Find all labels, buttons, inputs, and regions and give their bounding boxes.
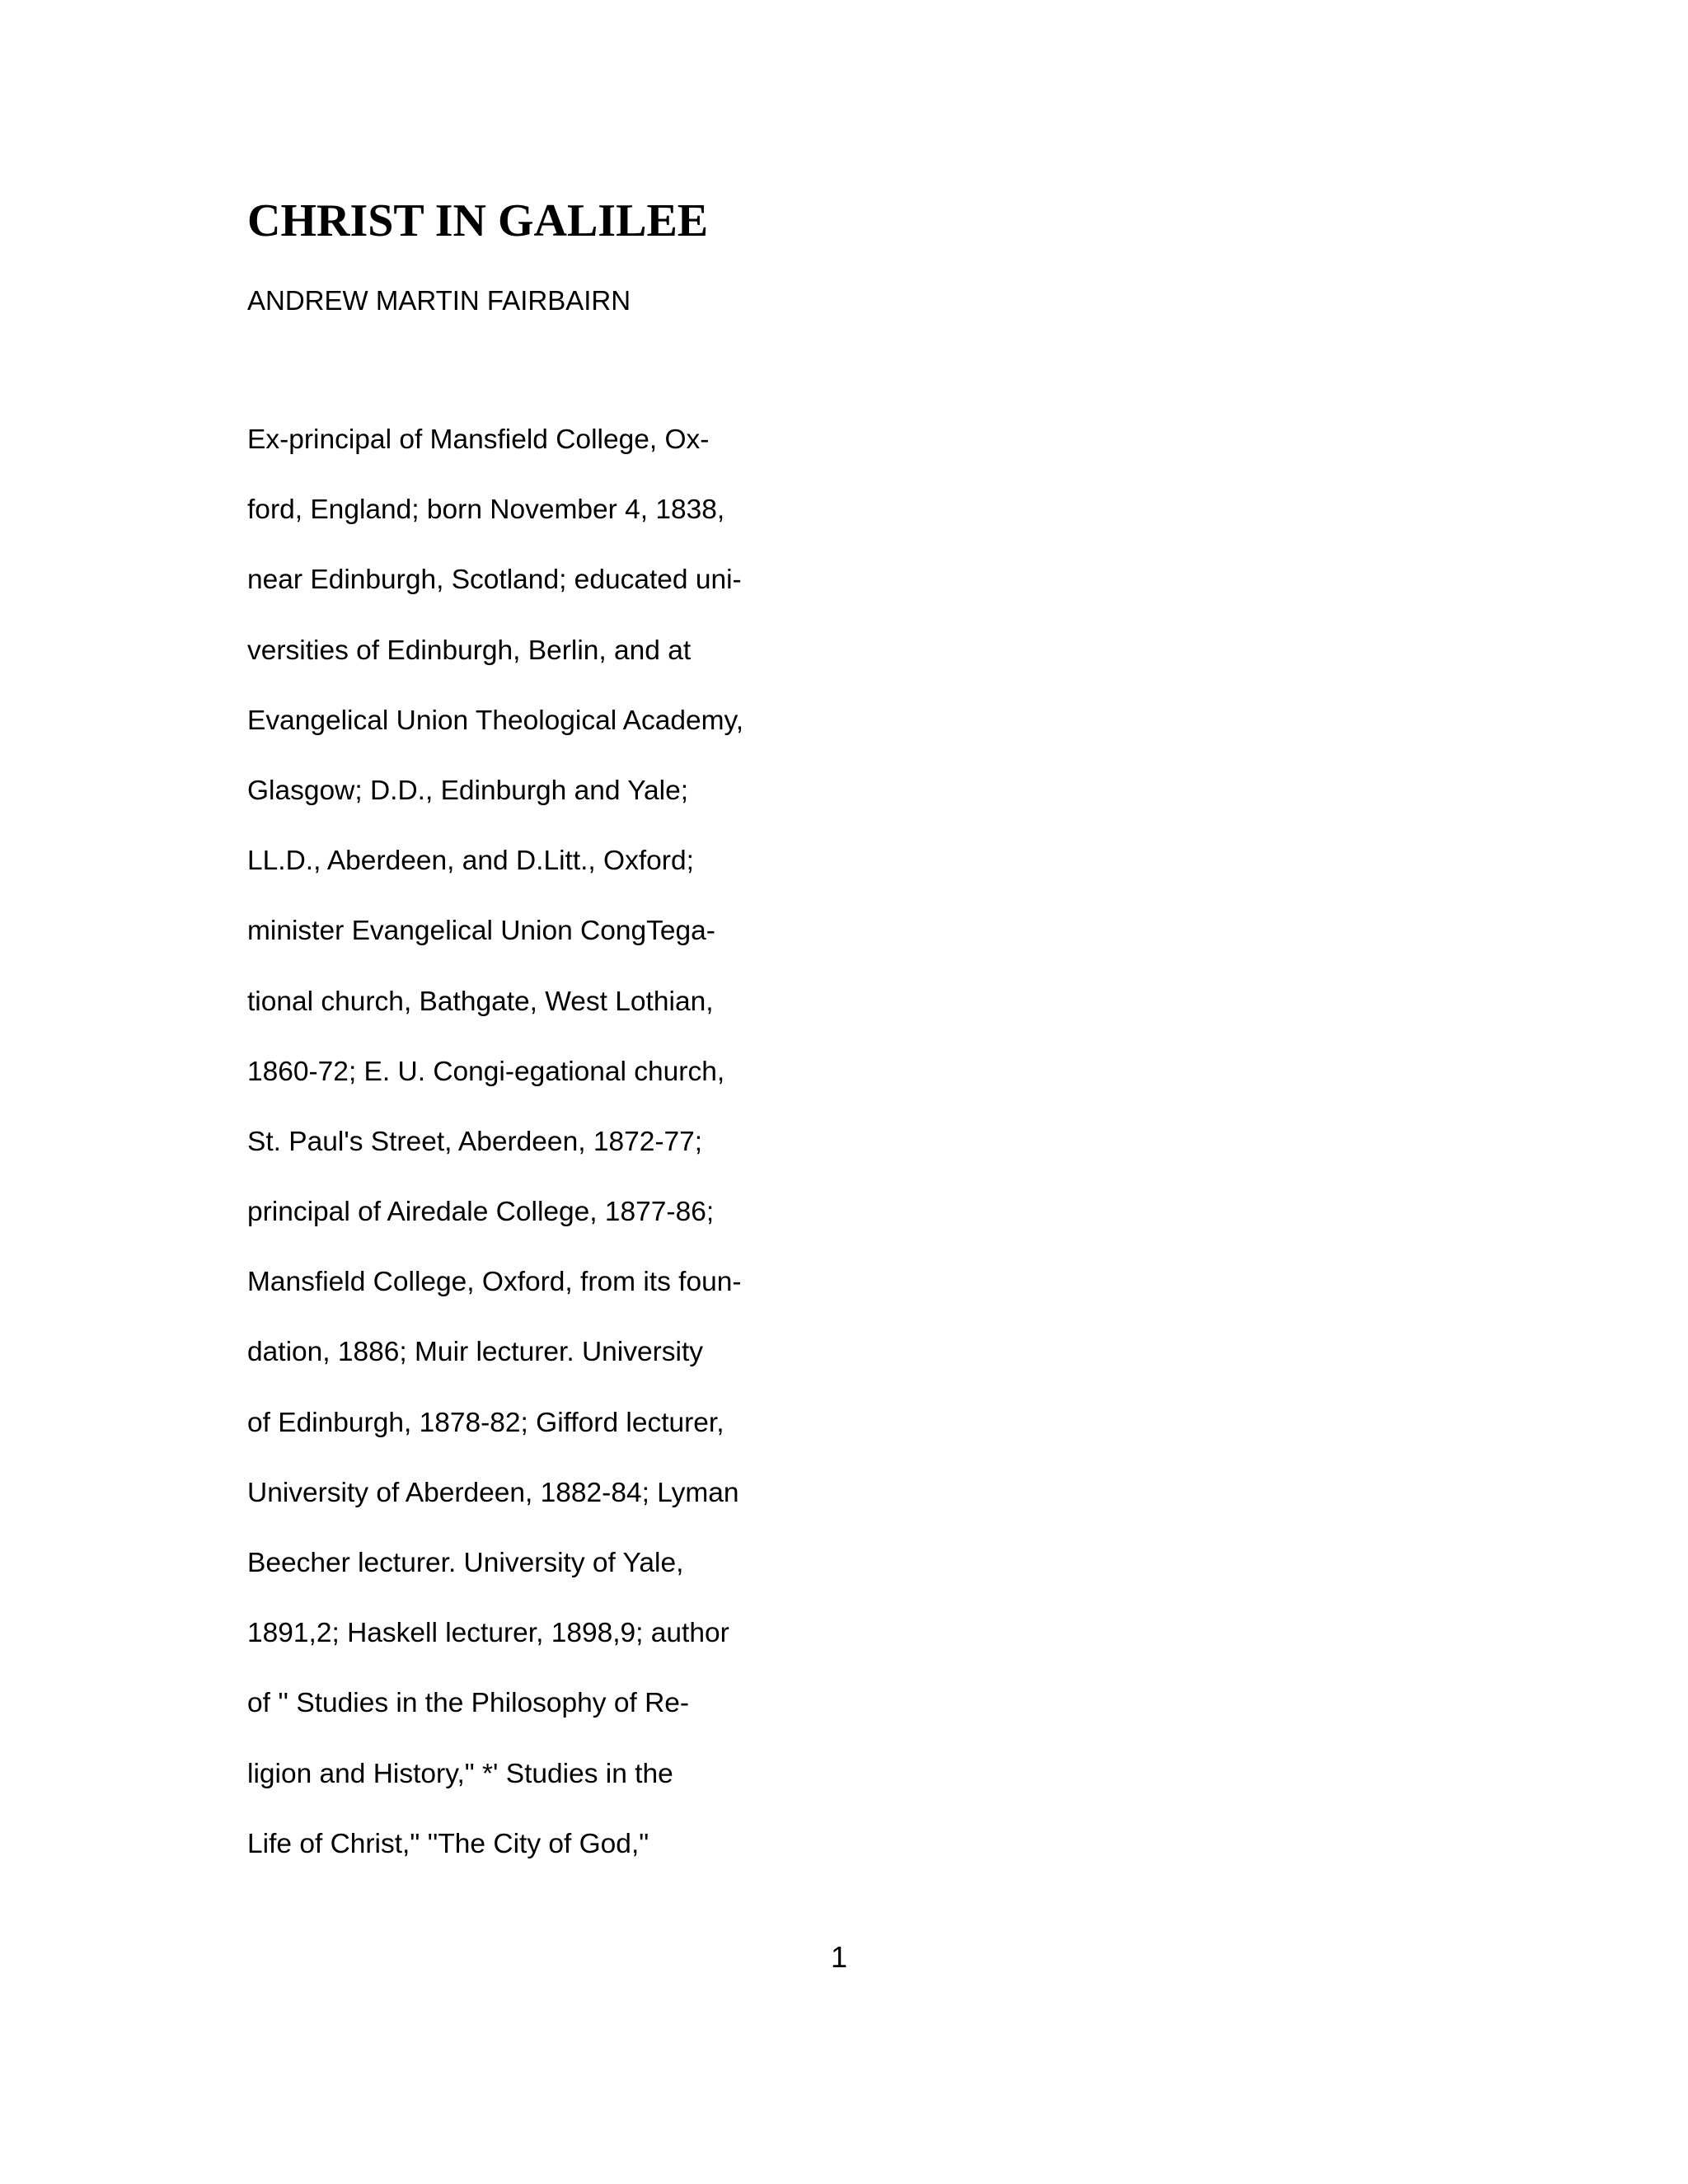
body-line: tional church, Bathgate, West Lothian,: [247, 986, 714, 1017]
body-line: Life of Christ," ''The City of God,": [247, 1828, 649, 1859]
body-line: 1891,2; Haskell lecturer, 1898,9; author: [247, 1618, 729, 1649]
body-line: principal of Airedale College, 1877-86;: [247, 1197, 715, 1228]
body-line: Ex-principal of Mansfield College, Ox-: [247, 424, 710, 455]
body-line: Mansfield College, Oxford, from its foun-: [247, 1267, 742, 1298]
body-line: 1860-72; E. U. Congi-egational church,: [247, 1056, 725, 1087]
body-line: Evangelical Union Theological Academy,: [247, 705, 744, 736]
body-line: of '' Studies in the Philosophy of Re-: [247, 1688, 690, 1719]
body-text: [247, 422, 743, 1896]
body-line: Beecher lecturer. University of Yale,: [247, 1548, 684, 1578]
body-line: University of Aberdeen, 1882-84; Lyman: [247, 1477, 739, 1508]
page-number: 1: [830, 1940, 848, 1974]
body-line: ford, England; born November 4, 1838,: [247, 494, 725, 526]
body-line: near Edinburgh, Scotland; educated uni-: [247, 565, 742, 596]
body-line: dation, 1886; Muir lecturer. University: [247, 1337, 703, 1368]
body-line: versities of Edinburgh, Berlin, and at: [247, 635, 692, 666]
body-line: St. Paul's Street, Aberdeen, 1872-77;: [247, 1126, 703, 1157]
body-line: Glasgow; D.D., Edinburgh and Yale;: [247, 775, 689, 806]
document-title: CHRIST IN GALILEE: [247, 195, 709, 246]
body-line: ligion and History," *' Studies in the: [247, 1758, 673, 1789]
body-line: LL.D., Aberdeen, and D.Litt., Oxford;: [247, 846, 694, 877]
document-author: ANDREW MARTIN FAIRBAIRN: [247, 285, 631, 316]
body-line: minister Evangelical Union CongTega-: [247, 916, 715, 947]
body-line: of Edinburgh, 1878-82; Gifford lecturer,: [247, 1407, 724, 1438]
